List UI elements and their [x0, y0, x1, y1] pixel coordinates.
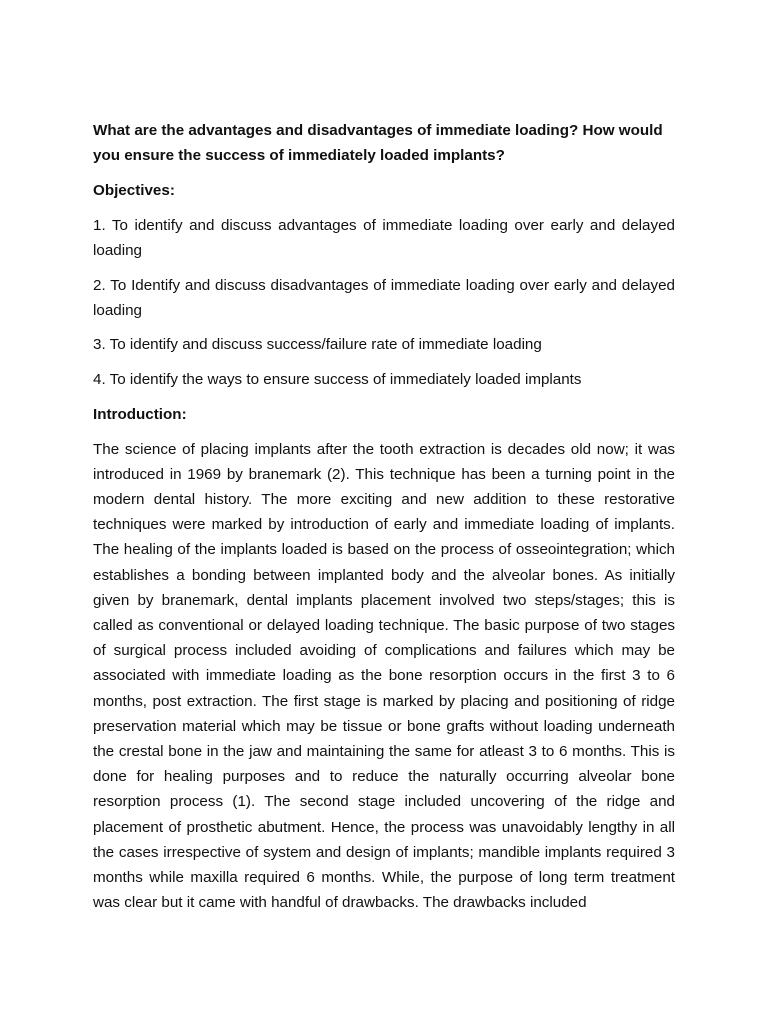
objectives-heading: Objectives:	[93, 181, 175, 199]
objective-item: 1. To identify and discuss advantages of immediate loading over early and delayed loading	[93, 216, 675, 259]
question-heading: What are the advantages and disadvantages of immediate loading? How would you ensure the success of immediately loaded implants?	[93, 122, 663, 165]
introduction-heading: Introduction:	[93, 405, 187, 423]
objective-item: 3. To identify and discuss success/failure rate of immediate loading	[93, 336, 542, 354]
introduction-paragraph: The science of placing implants after the tooth extraction is decades old now; it was introduced in 1969 by branemark (2). This technique has been a turning point in the modern dental history. The more exciting and new addition to these restorative techniques were marked by introduction of early and immediate loading of implants. The healing of the implants loaded is based on the process of osseointegration; which establishes a bonding between implanted body and the alveolar bones. As initially given by branemark, dental implants placement involved two steps/stages; this is called as conventional or delayed loading technique. The basic purpose of two stages of surgical process included avoiding of complications and failures which may be associated with immediate loading as the bone resorption occurs in the first 3 to 6 months, post extraction. The first stage is marked by placing and positioning of ridge preservation material which may be tissue or bone grafts without loading underneath the crestal bone in the jaw and maintaining the same for atleast 3 to 6 months. This is done for healing purposes and to reduce the naturally occurring alveolar bone resorption process (1). The second stage included uncovering of the ridge and placement of prosthetic abutment. Hence, the process was unavoidably lengthy in all the cases irrespective of system and design of implants; mandible implants required 3 months while maxilla required 6 months. While, the purpose of long term treatment was clear but it came with handful of drawbacks. The drawbacks included	[93, 440, 675, 912]
document-body	[93, 118, 675, 915]
objective-item: 2. To Identify and discuss disadvantages of immediate loading over early and delayed loading	[93, 276, 675, 319]
objective-item: 4. To identify the ways to ensure success of immediately loaded implants	[93, 371, 582, 389]
